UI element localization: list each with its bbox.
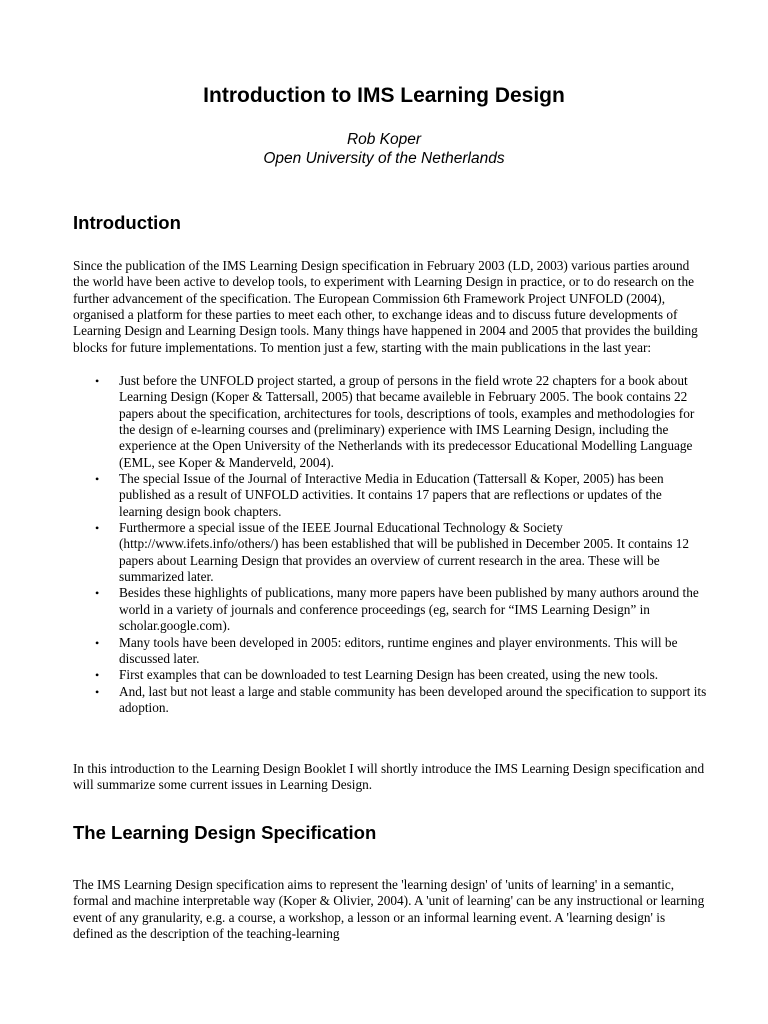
section-heading-introduction: Introduction [73,212,181,233]
list-item-text: Many tools have been developed in 2005: editors, runtime engines and player environments. This will be discussed later. [119,634,678,666]
spec-paragraph-1: The IMS Learning Design specification aims to represent the 'learning design' of 'units of learning' in a semantic, formal and machine interpretable way (Koper & Olivier, 2004). A 'unit of learning' can be any instructional or learning event of any granularity, e.g. a course, a workshop, a lesson or an informal learning event. A 'learning design' is defined as the description of the teaching-learning [73,877,705,942]
bullet-icon: • [95,635,100,650]
intro-bullet-list [73,373,707,716]
author-block [0,130,768,168]
intro-paragraph-1: Since the publication of the IMS Learning Design specification in February 2003 (LD, 2003) various parties around the world have been active to develop tools, to experiment with Learning Design in practice, or to do research on the further advancement of the specification. The European Commission 6th Framework Project UNFOLD (2004), organised a platform for these parties to meet each other, to exchange ideas and to discuss future developments of Learning Design and Learning Design tools. Many things have happened in 2004 and 2005 that provides the building blocks for future implementations. To mention just a few, starting with the main publications in the last year: [73,258,698,355]
list-item [73,667,707,683]
list-item-text: Just before the UNFOLD project started, a group of persons in the field wrote 22 chapters for a book about Learning Design (Koper & Tattersall, 2005) that became availeble in February 2005. The book contains 22 papers about the specification, architectures for tools, descriptions of tools, examples and methodologies for the design of e-learning courses and (preliminary) experience with IMS Learning Design, including the experience at the Open University of the Netherlands with its predecessor Educational Modelling Language (EML, see Koper & Manderveld, 2004). [119,373,695,470]
bullet-icon: • [95,521,100,536]
list-item-text: Furthermore a special issue of the IEEE Journal Educational Technology & Society (http://www.ifets.info/others/) has been established that will be published in December 2005. It contains 12 papers about Learning Design that provides an overview of current research in the area. These will be summarized later. [119,520,690,585]
list-item [73,471,707,520]
list-item [73,520,707,585]
bullet-icon: • [95,586,100,601]
author-affiliation: Open University of the Netherlands [263,150,505,167]
bullet-icon: • [95,472,100,487]
list-item [73,635,707,668]
author-name: Rob Koper [346,131,422,148]
bullet-icon: • [95,684,100,699]
list-item-text: The special Issue of the Journal of Interactive Media in Education (Tattersall & Koper, 2005) has been published as a result of UNFOLD activities. It contains 17 papers that are reflections or updates of the learning design book chapters. [119,471,664,519]
bullet-icon: • [95,374,100,388]
intro-paragraph-2: In this introduction to the Learning Design Booklet I will shortly introduce the IMS Learning Design specification and will summarize some current issues in Learning Design. [73,761,705,793]
list-item-text: First examples that can be downloaded to test Learning Design has been created, using the new tools. [119,667,659,683]
section-heading-specification: The Learning Design Specification [73,822,377,843]
list-item-text: Besides these highlights of publications, many more papers have been published by many authors around the world in a variety of journals and conference proceedings (eg, search for “IMS Learning Design” in scholar.google.com). [119,585,699,634]
list-item-text: And, last but not least a large and stable community has been developed around the specification to support its adoption. [119,683,707,715]
list-item [73,684,707,717]
bullet-icon: • [95,668,100,683]
document-title: Introduction to IMS Learning Design [203,84,565,107]
list-item [73,585,707,634]
list-item [73,373,707,471]
